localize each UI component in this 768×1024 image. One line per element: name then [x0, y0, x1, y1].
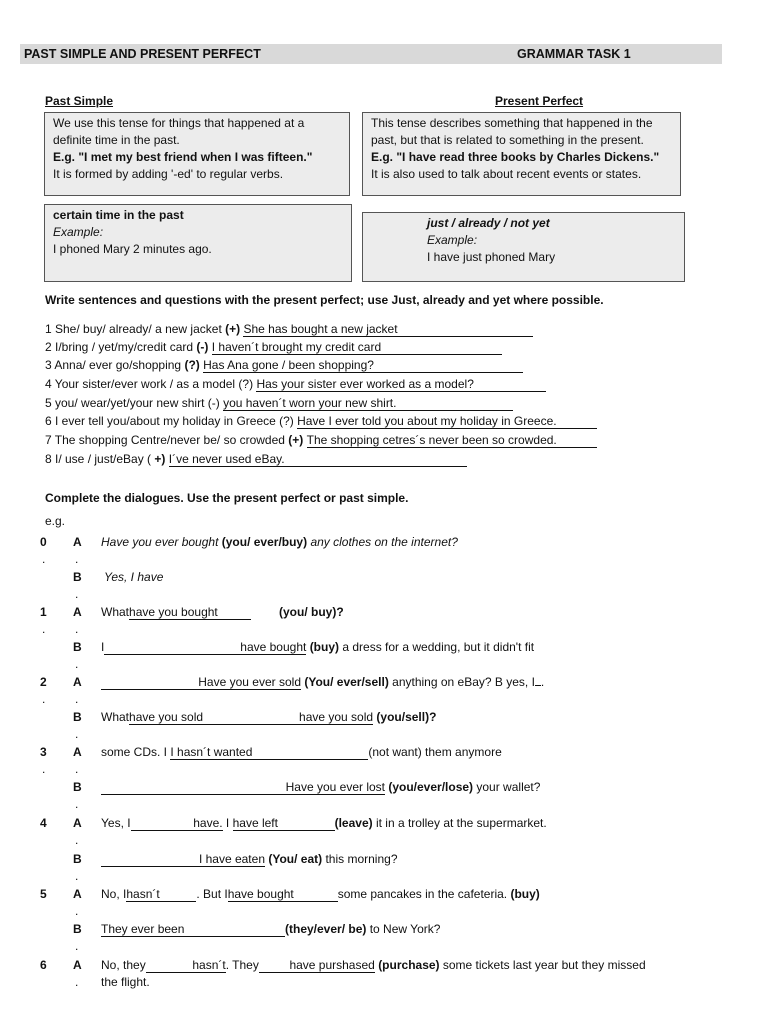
dialogue-number: 5 — [40, 887, 47, 901]
exercise1-item: 1 She/ buy/ already/ a new jacket (+) She has bought a new jacket — [45, 322, 533, 337]
speaker-a: A — [73, 605, 82, 619]
dot: . — [75, 657, 79, 671]
answer-blank[interactable]: Have you ever lost — [101, 781, 385, 795]
speaker-a: A — [73, 675, 82, 689]
speaker-b: B — [73, 640, 82, 654]
dot: . — [75, 552, 79, 566]
exercise2-instruction: Complete the dialogues. Use the present perfect or past simple. — [45, 491, 409, 505]
dialogue-number: 0 — [40, 535, 47, 549]
dot: . — [75, 797, 79, 811]
eg-label: e.g. — [45, 514, 66, 528]
present-perfect-explanation-box — [362, 112, 681, 196]
speaker-b: B — [73, 922, 82, 936]
explanation-line: past, but that is related to something in the present. — [371, 133, 644, 147]
answer-blank[interactable]: Has your sister ever worked as a model? — [256, 378, 546, 392]
dialogue-line: Have you ever lost (you/ever/lose) your wallet? — [101, 780, 540, 795]
speaker-b: B — [73, 852, 82, 866]
speaker-a: A — [73, 745, 82, 759]
exercise1-item: 2 I/bring / yet/my/credit card (-) I haven´t brought my credit card — [45, 340, 502, 355]
explanation-line: It is also used to talk about recent events or states. — [371, 167, 642, 181]
answer-blank[interactable]: Have you ever sold — [101, 676, 301, 690]
speaker-b: B — [73, 570, 82, 584]
dialogue-line: Have you ever sold (You/ ever/sell) anything on eBay? B yes, I . — [101, 675, 544, 690]
answer-blank[interactable]: have. — [131, 817, 223, 831]
answer-blank[interactable]: have you sold — [299, 710, 374, 724]
dialogue-line: some CDs. I I hasn´t wanted (not want) them anymore — [101, 745, 502, 759]
exercise1-item: 7 The shopping Centre/never be/ so crowded (+) The shopping cetres´s never been so crowded. — [45, 433, 597, 448]
dot: . — [75, 939, 79, 953]
answer-blank[interactable]: I hasn´t wanted — [170, 746, 368, 760]
dialogue-line: Yes, I have. I have left (leave) it in a trolley at the supermarket. — [101, 816, 547, 830]
answer-blank[interactable] — [535, 685, 541, 686]
speaker-b: B — [73, 710, 82, 724]
dialogue-line: Whathave you bought (you/ buy)? — [101, 605, 344, 619]
speaker-b: B — [73, 780, 82, 794]
speaker-a: A — [73, 958, 82, 972]
answer-blank[interactable]: have you sold — [129, 711, 299, 725]
answer-blank[interactable]: I have eaten — [101, 853, 265, 867]
answer-blank[interactable]: The shopping cetres´s never been so crowded. — [307, 434, 597, 448]
present-perfect-label: Present Perfect — [495, 94, 584, 108]
dialogue-number: 6 — [40, 958, 47, 972]
answer-blank[interactable]: hasn´t — [146, 959, 226, 973]
present-perfect-usage-box — [362, 212, 685, 282]
answer-blank[interactable]: I haven´t brought my credit card — [212, 341, 502, 355]
dot: . — [75, 727, 79, 741]
example-sentence: I phoned Mary 2 minutes ago. — [53, 242, 212, 256]
exercise1-item: 6 I ever tell you/about my holiday in Greece (?) Have I ever told you about my holiday in Greece. — [45, 414, 597, 429]
answer-blank[interactable]: They ever been — [101, 923, 285, 937]
dialogue-line: I have eaten (You/ eat) this morning? — [101, 852, 398, 867]
dot: . — [75, 833, 79, 847]
dot: . — [42, 622, 46, 636]
answer-blank[interactable]: you haven´t worn your new shirt. — [223, 397, 513, 411]
dialogue-line: No, they hasn´t. They have purshased (purchase) some tickets last year but they missed — [101, 958, 646, 972]
exercise1-item: 5 you/ wear/yet/your new shirt (-) you haven´t worn your new shirt. — [45, 396, 513, 411]
dialogue-line: No, Ihasn´t . But Ihave bought some pancakes in the cafeteria. (buy) — [101, 887, 540, 901]
example-sentence: I have just phoned Mary — [427, 250, 556, 264]
answer-blank[interactable]: I´ve never used eBay. — [169, 453, 467, 467]
answer-blank[interactable]: have you bought — [129, 606, 251, 620]
answer-blank[interactable]: hasn´t — [126, 888, 196, 902]
dialogue-line: Have you ever bought (you/ ever/buy) any clothes on the internet? — [101, 535, 458, 549]
example-label: Example: — [53, 225, 104, 239]
answer-blank[interactable]: She has bought a new jacket — [243, 323, 533, 337]
dialogue-number: 2 — [40, 675, 47, 689]
explanation-line: This tense describes something that happened in the — [371, 116, 653, 130]
speaker-a: A — [73, 887, 82, 901]
past-simple-label: Past Simple — [45, 94, 114, 108]
exercise1-item: 4 Your sister/ever work / as a model (?) Has your sister ever worked as a model? — [45, 377, 546, 392]
answer-blank[interactable]: Have I ever told you about my holiday in Greece. — [297, 415, 597, 429]
dot: . — [75, 869, 79, 883]
dot: . — [75, 975, 79, 989]
dialogue-line: Yes, I have — [104, 570, 164, 584]
dot: . — [42, 692, 46, 706]
speaker-a: A — [73, 535, 82, 549]
dot: . — [75, 587, 79, 601]
dot: . — [75, 692, 79, 706]
speaker-a: A — [73, 816, 82, 830]
dialogue-number: 4 — [40, 816, 47, 830]
dot: . — [42, 762, 46, 776]
dialogue-number: 3 — [40, 745, 47, 759]
example-label: Example: — [427, 233, 478, 247]
dialogue-line: Whathave you sold have you sold (you/sell)? — [101, 710, 437, 724]
dialogue-line: I have bought (buy) a dress for a wedding, but it didn't fit — [101, 640, 535, 654]
past-simple-explanation-box — [44, 112, 350, 196]
dot: . — [75, 622, 79, 636]
answer-blank[interactable]: have left — [233, 817, 335, 831]
explanation-line: definite time in the past. — [53, 133, 180, 147]
example-line: E.g. "I have read three books by Charles Dickens." — [371, 150, 660, 164]
past-simple-usage-box — [44, 204, 352, 282]
dialogue-line: They ever been (they/ever/ be) to New York? — [101, 922, 441, 936]
explanation-line: It is formed by adding '-ed' to regular verbs. — [53, 167, 284, 181]
dot: . — [75, 762, 79, 776]
exercise1-instruction: Write sentences and questions with the present perfect; use Just, already and yet where possible. — [45, 293, 604, 307]
example-line: E.g. "I met my best friend when I was fifteen." — [53, 150, 313, 164]
dialogue-line: the flight. — [101, 975, 150, 989]
dot: . — [75, 904, 79, 918]
answer-blank[interactable]: Has Ana gone / been shopping? — [203, 359, 523, 373]
usage-title: just / already / not yet — [427, 216, 550, 230]
dialogue-number: 1 — [40, 605, 47, 619]
document-title: PAST SIMPLE AND PRESENT PERFECT — [24, 47, 261, 61]
exercise1-item: 8 I/ use / just/eBay ( +) I´ve never used eBay. — [45, 452, 467, 467]
answer-blank[interactable]: have bought — [228, 888, 338, 902]
dot: . — [42, 552, 46, 566]
task-label: GRAMMAR TASK 1 — [517, 47, 631, 61]
usage-title: certain time in the past — [53, 208, 184, 222]
answer-blank[interactable]: have bought — [104, 641, 306, 655]
answer-blank[interactable]: have purshased — [259, 959, 375, 973]
exercise1-item: 3 Anna/ ever go/shopping (?) Has Ana gone / been shopping? — [45, 358, 523, 373]
explanation-line: We use this tense for things that happened at a — [53, 116, 305, 130]
